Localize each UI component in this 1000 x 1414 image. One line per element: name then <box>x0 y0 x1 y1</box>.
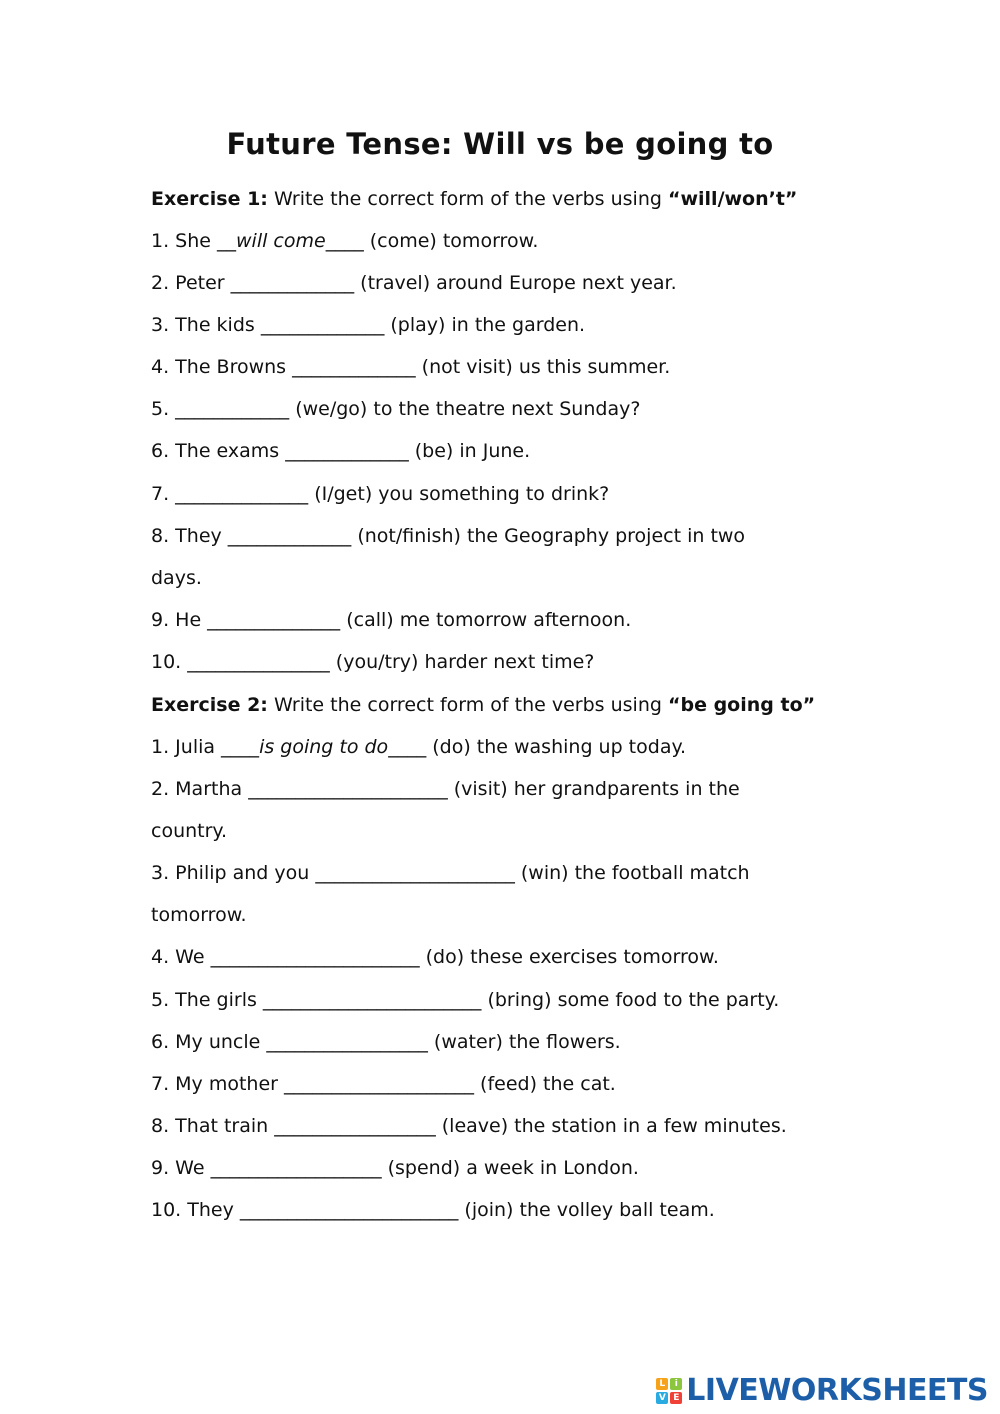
logo-mark-icon <box>656 1378 682 1404</box>
page-title: Future Tense: Will vs be going to <box>226 127 774 161</box>
exercise-2-item-continuation: country. <box>151 820 227 842</box>
exercise-2-item[interactable]: 7. My mother ____________________ (feed) the cat. <box>151 1073 616 1095</box>
exercise-2-item[interactable]: 9. We __________________ (spend) a week in London. <box>151 1157 639 1179</box>
exercise-2-item[interactable]: 8. That train _________________ (leave) the station in a few minutes. <box>151 1115 787 1137</box>
exercise-1-item[interactable]: 4. The Browns _____________ (not visit) us this summer. <box>151 356 671 378</box>
logo-mark-tile: E <box>670 1392 682 1404</box>
exercise-1-item[interactable]: 6. The exams _____________ (be) in June. <box>151 440 531 462</box>
exercise-2-item[interactable]: 10. They _______________________ (join) the volley ball team. <box>151 1199 715 1221</box>
exercise-1-item[interactable]: 2. Peter _____________ (travel) around Europe next year. <box>151 272 677 294</box>
exercise-1-keyword: “will/won’t” <box>667 188 798 210</box>
logo-mark-tile: i <box>670 1378 682 1390</box>
logo-mark-tile: L <box>656 1378 668 1390</box>
exercise-2-heading <box>151 692 815 718</box>
logo-mark-tile: V <box>656 1392 668 1404</box>
example-post: ____ (do) the washing up today. <box>388 736 687 758</box>
exercise-1-heading <box>151 186 797 212</box>
exercise-2-item[interactable]: 4. We ______________________ (do) these exercises tomorrow. <box>151 946 719 968</box>
example-post: ____ (come) tomorrow. <box>325 230 539 252</box>
exercise-1-label: Exercise 1: <box>151 188 268 210</box>
exercise-1-item[interactable]: 3. The kids _____________ (play) in the garden. <box>151 314 586 336</box>
exercise-2-keyword: “be going to” <box>667 694 816 716</box>
exercise-2-item[interactable]: 2. Martha _____________________ (visit) her grandparents in the <box>151 778 740 800</box>
example-answer: will come <box>236 230 326 252</box>
exercise-2-item[interactable]: 3. Philip and you _____________________ (win) the football match <box>151 862 750 884</box>
exercise-2-item-continuation: tomorrow. <box>151 904 247 926</box>
exercise-2-label: Exercise 2: <box>151 694 268 716</box>
exercise-2-item[interactable]: 6. My uncle _________________ (water) the flowers. <box>151 1031 621 1053</box>
exercise-1-item <box>151 228 538 254</box>
exercise-1-item[interactable]: 8. They _____________ (not/finish) the Geography project in two <box>151 525 746 547</box>
exercise-1-item[interactable]: 10. _______________ (you/try) harder next time? <box>151 651 595 673</box>
logo-text: LIVEWORKSHEETS <box>686 1373 988 1408</box>
exercise-1-item[interactable]: 5. ____________ (we/go) to the theatre next Sunday? <box>151 398 641 420</box>
exercise-1-item[interactable]: 7. ______________ (I/get) you something to drink? <box>151 483 610 505</box>
exercise-1-instruction: Write the correct form of the verbs using <box>273 188 662 210</box>
example-pre: 1. She __ <box>151 230 236 252</box>
exercise-2-instruction: Write the correct form of the verbs using <box>273 694 662 716</box>
example-answer: is going to do <box>259 736 389 758</box>
example-pre: 1. Julia ____ <box>151 736 260 758</box>
exercise-2-item <box>151 734 686 760</box>
exercise-2-item[interactable]: 5. The girls _______________________ (bring) some food to the party. <box>151 989 780 1011</box>
exercise-1-item-continuation: days. <box>151 567 202 589</box>
exercise-1-item[interactable]: 9. He ______________ (call) me tomorrow afternoon. <box>151 609 632 631</box>
liveworksheets-logo <box>656 1374 988 1408</box>
